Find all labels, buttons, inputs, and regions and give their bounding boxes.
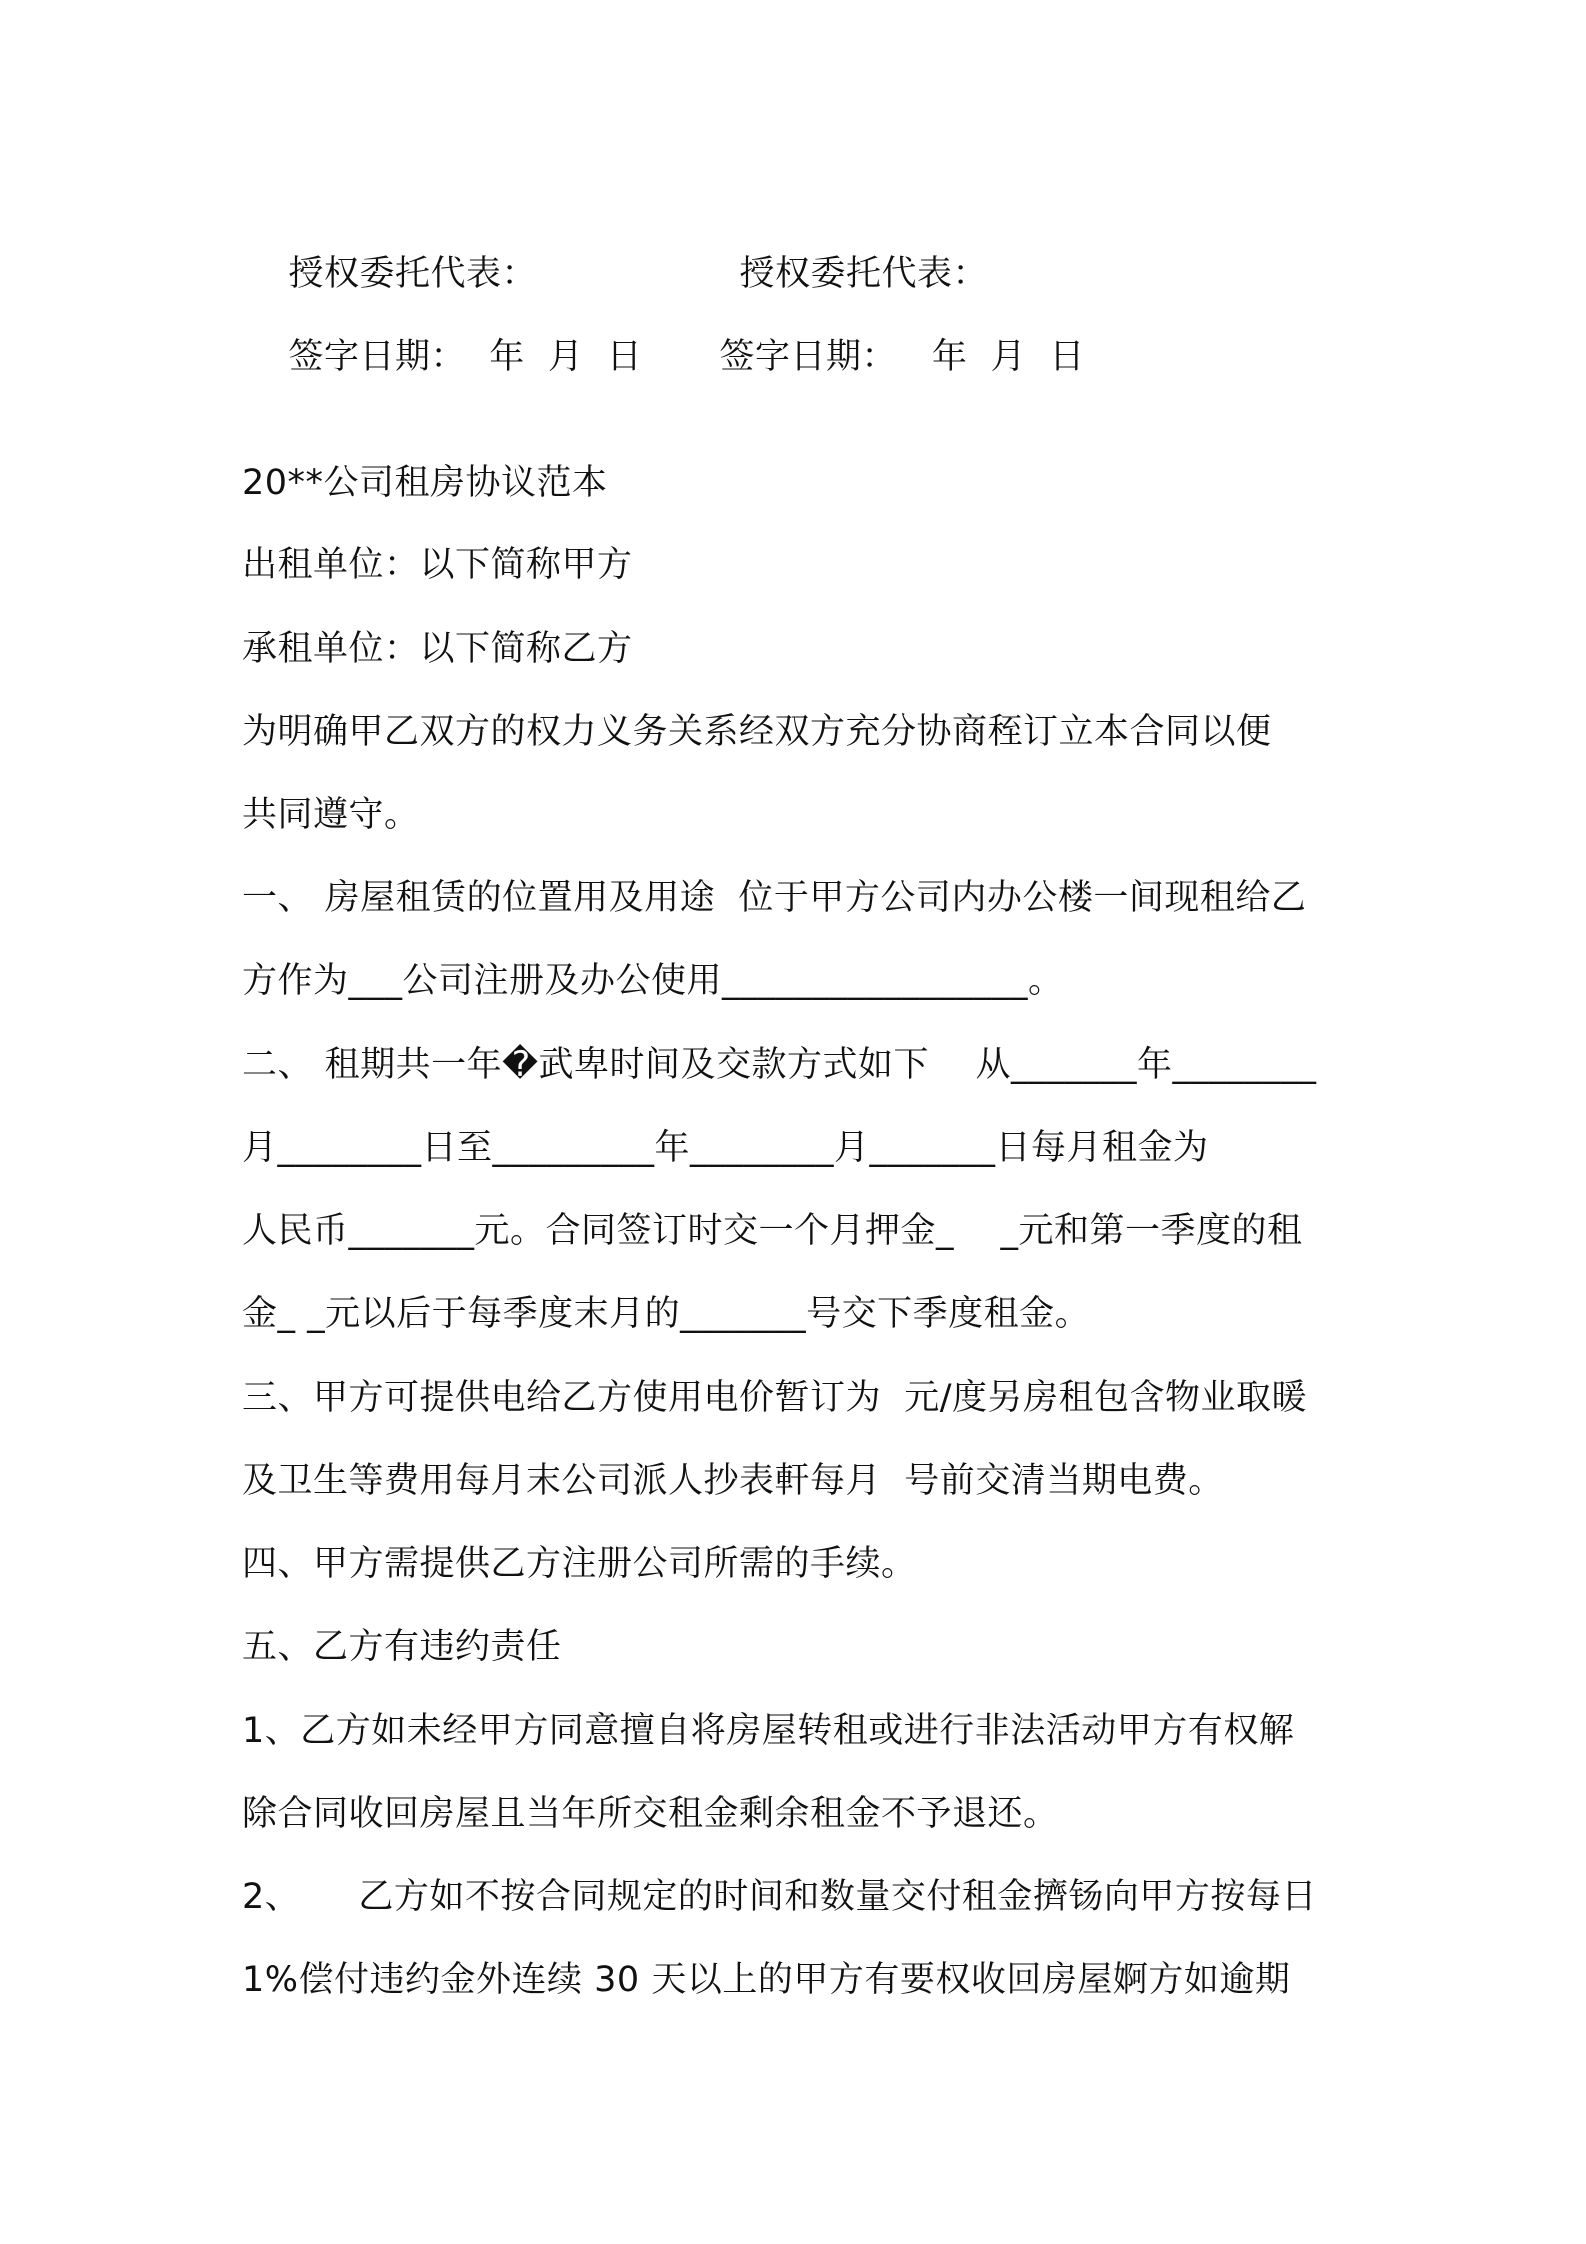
item1-line-2: 除合同收回房屋且当年所交租金剩余租金不予退还。	[242, 1794, 1059, 1834]
item2-line-2: 1%偿付违约金外连续 30 天以上的甲方有要权收回房屋婀方如逾期	[242, 1960, 1291, 2000]
intro-line-1: 为明确甲乙双方的权力义务关系经双方充分协商秷订立本合同以便	[242, 712, 1272, 752]
lessor-line: 出租单位：以下简称甲方	[242, 545, 633, 585]
intro-line-2: 共同遵守。	[242, 795, 420, 835]
clause2-line-1: 二、 租期共一年�武卑时间及交款方式如下 从_______年________	[242, 1045, 1317, 1085]
clause1-line-1: 一、 房屋租赁的位置用及用途 位于甲方公司内办公楼一间现租给乙	[242, 878, 1307, 918]
rep-right-label: 授权委托代表：	[739, 254, 989, 294]
clause3-line-2: 及卫生等费用每月末公司派人抄表軒每月 号前交清当期电费。	[242, 1461, 1224, 1501]
document-title: 20**公司租房协议范本	[242, 463, 608, 503]
clause1-line-2: 方作为___公司注册及办公使用_________________。	[242, 961, 1064, 1001]
date-right-label: 签字日期： 年 月 日	[719, 337, 1085, 377]
item1-line-1: 1、乙方如未经甲方同意擅自将房屋转租或进行非法活动甲方有权解	[242, 1711, 1295, 1751]
date-left-label: 签字日期： 年 月 日	[288, 337, 643, 377]
lessee-line: 承租单位：以下简称乙方	[242, 629, 633, 669]
signature-date-row	[242, 291, 642, 423]
clause3-line-1: 三、甲方可提供电给乙方使用电价暂订为 元/度另房租包含物业取暖	[242, 1378, 1308, 1418]
clause2-line-4: 金_ _元以后于每季度末月的_______号交下季度租金。	[242, 1294, 1091, 1334]
clause5-title: 五、乙方有违约责任	[242, 1627, 562, 1667]
clause4-line: 四、甲方需提供乙方注册公司所需的手续。	[242, 1544, 917, 1584]
clause2-line-3: 人民币_______元。合同签订时交一个月押金_ _元和第一季度的租	[242, 1211, 1303, 1251]
clause2-line-2: 月________日至_________年________月_______日每月租金为	[242, 1128, 1209, 1168]
rep-left-label: 授权委托代表：	[288, 254, 538, 294]
signature-date-row-right	[673, 291, 1085, 423]
item2-line-1: 2、 乙方如不按合同规定的时间和数量交付租金擠钖向甲方按每日	[242, 1877, 1317, 1917]
